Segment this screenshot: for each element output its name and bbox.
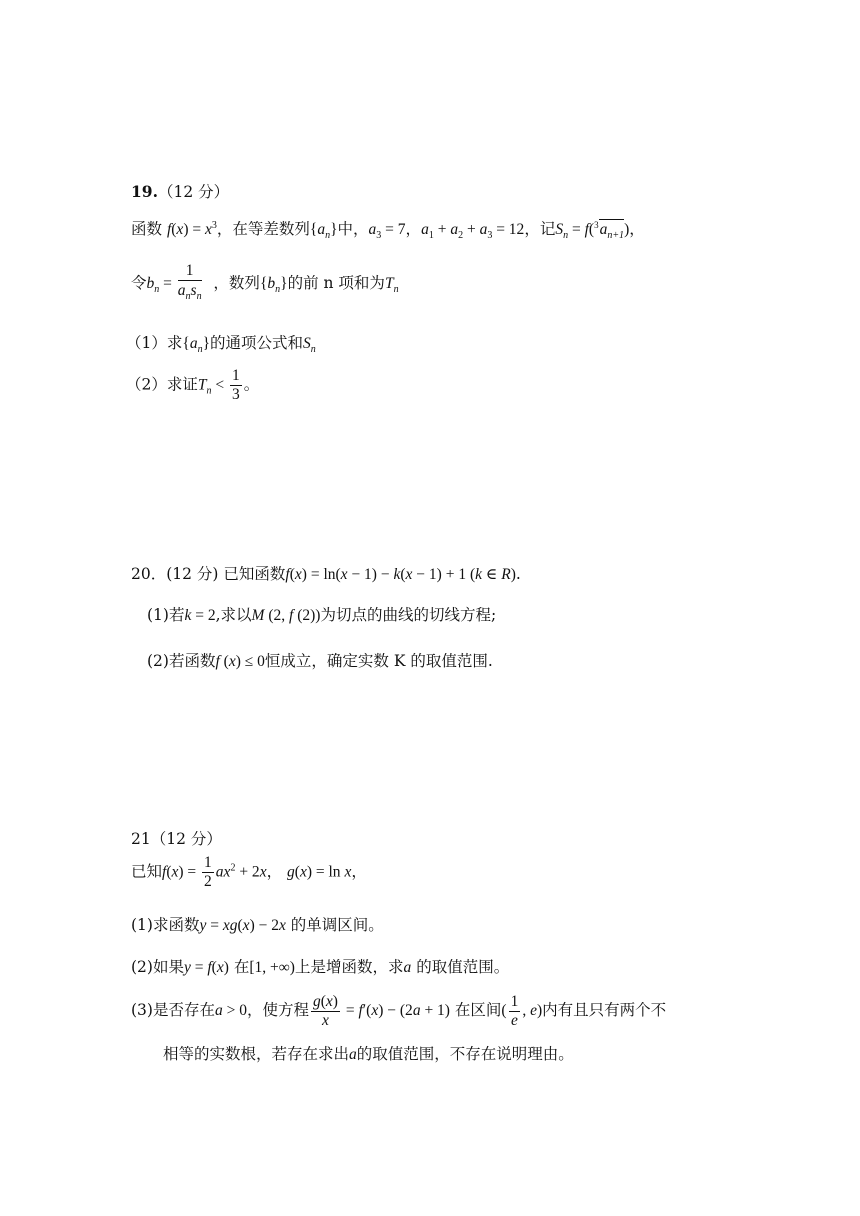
q19-score: （12 分） (157, 183, 230, 201)
q21-part2: (2)如果y = f(x) 在[1, +∞)上是增函数，求a 的取值范围。 (131, 958, 510, 976)
q21-line1: 已知f(x) = $\frac{1}{2}$ $ax^2 + 2x$， g(x) = ln x， (131, 854, 367, 890)
q19-line2: 令$b_n$ = $\frac{1}{a_ns_n}$ ，数列$\{b_n\}$的前 n 项和为$T_n$ (131, 262, 399, 306)
q19-number: 19. (131, 182, 158, 201)
q19-line1: 函数 $f(x) = x^3$，在等差数列$\{a_n\}$中，$a_3 = 7$，$a_1 + a_2 + a_3 = 12$，记$S_n = f(^3a_{n+1})$， (131, 219, 645, 242)
q20-part1: (1)若k = 2,求以M (2, f (2))为切点的曲线的切线方程; (147, 606, 497, 624)
q19-part1: （1）求$\{a_n\}$的通项公式和$S_n$ (126, 334, 316, 356)
fraction-1-over-3: $\frac{1}{3}$ (232, 367, 240, 403)
fraction-gx-over-x: $\frac{g(x)}{x}$ (312, 993, 338, 1029)
fraction-1-over-e: $\frac{1}{e}$ (510, 992, 519, 1029)
q19-part2: （2）求证$T_n$ < $\frac{1}{3}$ 。 (126, 367, 260, 403)
q21-header: 21（12 分） (131, 830, 222, 848)
q19-header (131, 180, 229, 202)
fraction-1-over-ansn: $\frac{1}{a_ns_n}$ (177, 262, 202, 303)
q20-part2: (2)若函数f (x) ≤ 0恒成立，确定实数 K 的取值范围. (147, 652, 493, 670)
q21-part3-cont: 相等的实数根，若存在求出a的取值范围，不存在说明理由。 (163, 1045, 574, 1063)
q20-line1: 20．(12 分) 已知函数f(x) = ln(x − 1) − k(x − 1) + 1 (k ∈ R). (131, 565, 521, 583)
q21-part1: (1)求函数y = xg(x) − 2x 的单调区间。 (131, 916, 384, 934)
fraction-1-over-2: $\frac{1}{2}$ (204, 854, 212, 890)
formula-fx: f (166, 221, 172, 238)
q21-part3: (3)是否存在a > 0，使方程 $\frac{g(x)}{x}$ = f′(x) − (2a + 1) 在区间( $\frac{1}{e}$ , e)内有且只有两个不 (131, 992, 667, 1029)
